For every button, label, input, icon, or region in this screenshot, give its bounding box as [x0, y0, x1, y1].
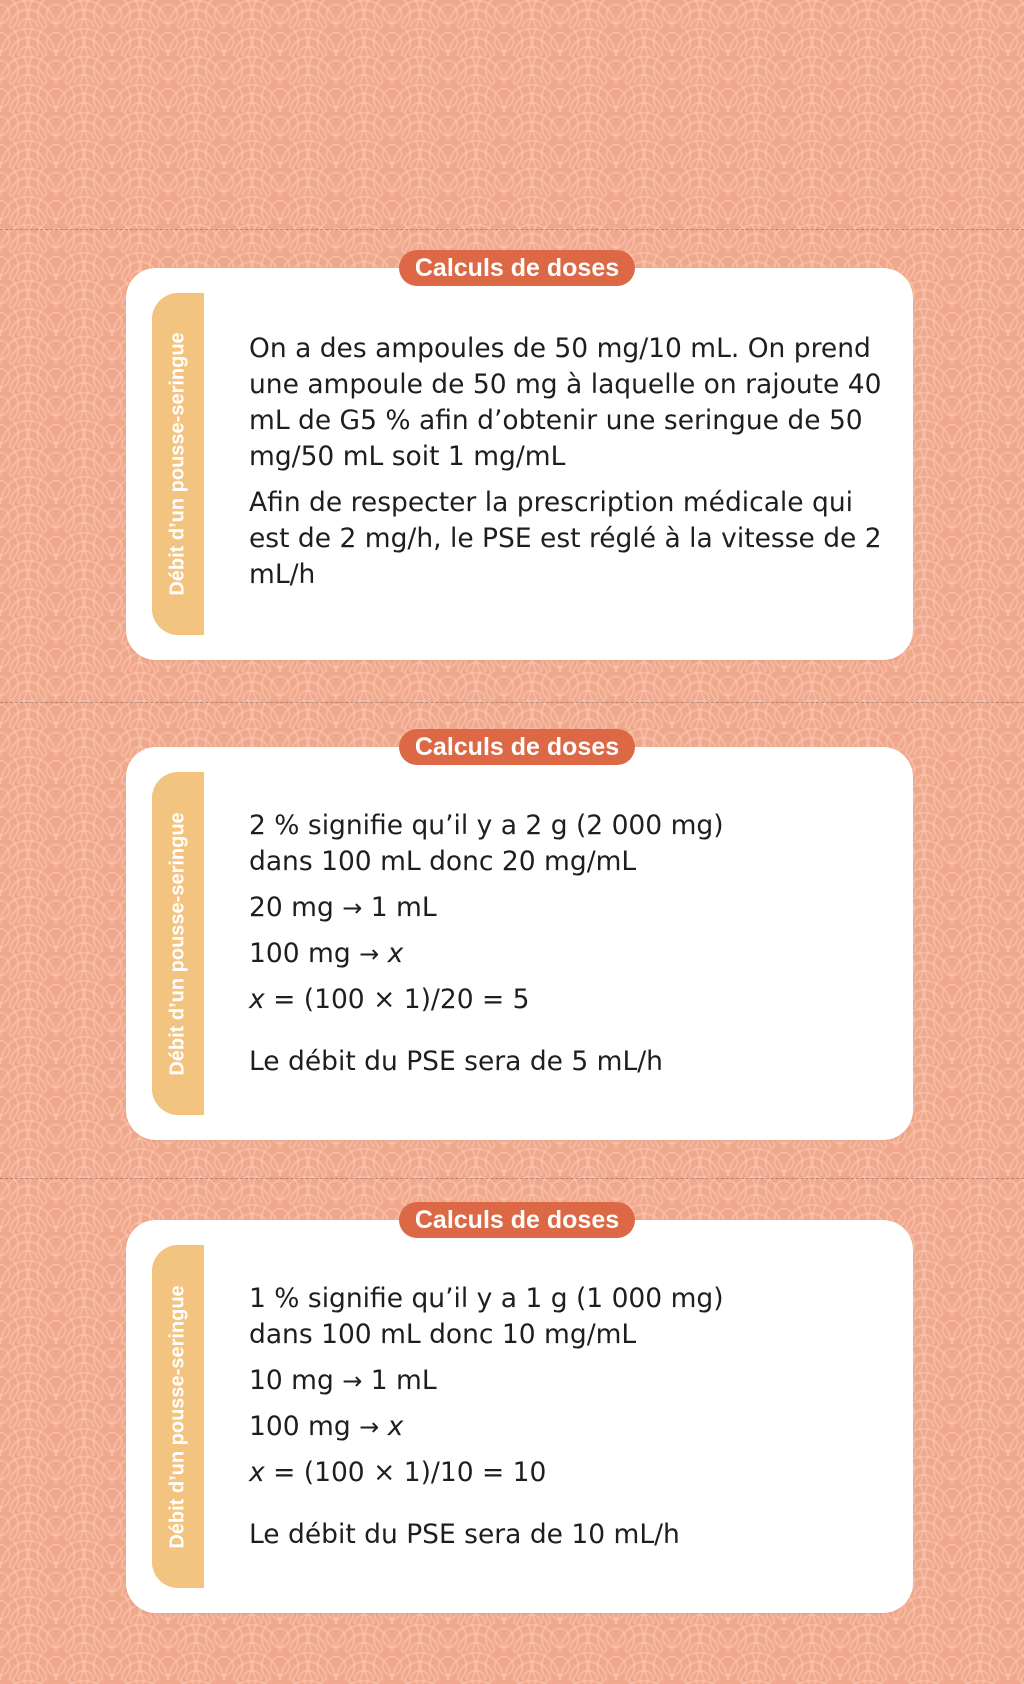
proportion-right: x — [387, 1411, 404, 1442]
card-side-label: Débit d’un pousse-seringue — [166, 1284, 189, 1549]
card-side-label: Débit d’un pousse-seringue — [166, 332, 189, 596]
card-side-tab — [152, 772, 204, 1115]
answer-line: dans 100 mL donc 10 mg/mL — [249, 1319, 637, 1350]
card-answer — [249, 808, 883, 1080]
formula-expression: = (100 × 1)/10 = 10 — [273, 1457, 547, 1488]
conclusion-line: Le débit du PSE sera de 5 mL/h — [249, 1046, 663, 1077]
flashcard-3 — [126, 1205, 913, 1613]
proportion-left: 100 mg — [249, 938, 351, 969]
cut-line — [0, 702, 1024, 703]
proportion-line — [249, 1409, 883, 1445]
proportion-line — [249, 1363, 883, 1399]
formula-line — [249, 1455, 883, 1491]
flashcard-2 — [126, 732, 913, 1140]
answer-line: 1 % signifie qu’il y a 1 g (1 000 mg) — [249, 1283, 724, 1314]
answer-paragraph: Afin de respecter la prescription médicale qui est de 2 mg/h, le PSE est réglé à la vitesse de 2 mL/h — [249, 487, 882, 590]
card-category-tag: Calculs de doses — [399, 250, 635, 286]
formula-variable: x — [249, 984, 265, 1015]
card-category-tag: Calculs de doses — [399, 1202, 635, 1238]
answer-paragraph: On a des ampoules de 50 mg/10 mL. On prend une ampoule de 50 mg à laquelle on rajoute 40 mL de G5 % afin d’obtenir une seringue de 50 mg/50 mL soit 1 mg/mL — [249, 333, 882, 472]
formula-line — [249, 982, 883, 1018]
arrow-icon: → — [342, 894, 363, 922]
proportion-line — [249, 936, 883, 972]
answer-line: 2 % signifie qu’il y a 2 g (2 000 mg) — [249, 810, 724, 841]
card-answer — [249, 1281, 883, 1553]
proportion-left: 100 mg — [249, 1411, 351, 1442]
proportion-left: 10 mg — [249, 1365, 334, 1396]
flashcard-1 — [126, 253, 913, 660]
formula-expression: = (100 × 1)/20 = 5 — [273, 984, 530, 1015]
card-side-label: Débit d’un pousse-seringue — [166, 811, 189, 1076]
card-side-tab — [152, 293, 204, 635]
proportion-right: x — [387, 938, 404, 969]
formula-variable: x — [249, 1457, 265, 1488]
arrow-icon: → — [342, 1367, 363, 1395]
cut-line — [0, 1178, 1024, 1179]
card-side-tab — [152, 1245, 204, 1588]
proportion-left: 20 mg — [249, 892, 334, 923]
proportion-line — [249, 890, 883, 926]
cut-line — [0, 229, 1024, 230]
conclusion-line: Le débit du PSE sera de 10 mL/h — [249, 1519, 680, 1550]
proportion-right: 1 mL — [370, 892, 437, 923]
card-category-tag: Calculs de doses — [399, 729, 635, 765]
arrow-icon: → — [359, 1413, 380, 1441]
answer-line: dans 100 mL donc 20 mg/mL — [249, 846, 637, 877]
proportion-right: 1 mL — [370, 1365, 437, 1396]
card-answer — [249, 331, 883, 593]
arrow-icon: → — [359, 940, 380, 968]
